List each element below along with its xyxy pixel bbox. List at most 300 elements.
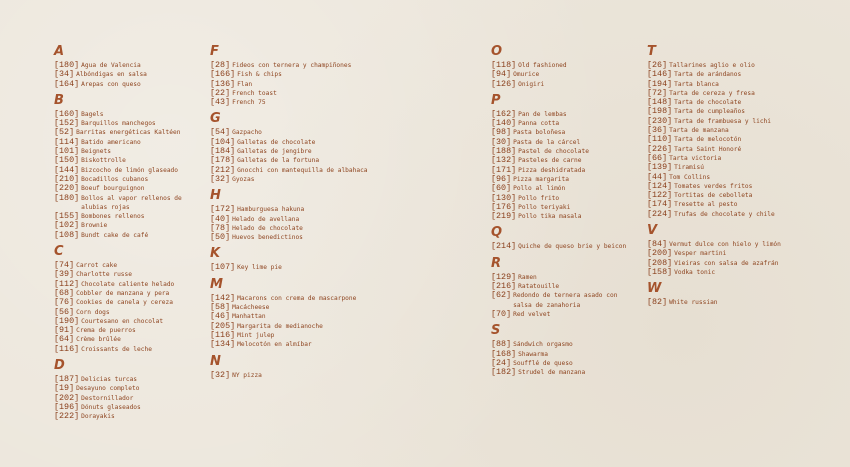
index-entry — [491, 175, 641, 184]
index-entry — [210, 303, 385, 312]
index-section-s — [491, 323, 641, 381]
page-number: [208] — [647, 257, 673, 268]
section-letter: R — [491, 255, 502, 271]
page-number: [132] — [491, 155, 517, 166]
index-section-g — [210, 111, 385, 188]
index-entry — [491, 310, 641, 319]
recipe-name: Tiramisú — [674, 164, 704, 172]
page-number: [172] — [210, 204, 236, 215]
recipe-name: Shawarma — [518, 350, 548, 358]
recipe-name: Pollo tika masala — [518, 213, 582, 221]
recipe-name: Panna cotta — [518, 120, 560, 128]
index-entry — [491, 119, 641, 128]
page-number: [28] — [210, 60, 231, 70]
index-entry — [210, 322, 385, 331]
index-column-3 — [491, 44, 641, 381]
page-number: [139] — [647, 162, 673, 173]
page-number: [98] — [491, 127, 512, 138]
index-section-d — [54, 358, 204, 425]
index-entry — [54, 119, 204, 128]
recipe-name: Ratatouille — [518, 283, 560, 291]
page-number: [196] — [54, 401, 80, 412]
page-number: [44] — [647, 171, 668, 182]
recipe-name: Croissants de leche — [81, 345, 152, 353]
page-number: [39] — [54, 269, 75, 280]
page-number: [216] — [491, 281, 517, 292]
page-number: [114] — [54, 136, 80, 147]
index-entry — [210, 312, 385, 321]
index-entry — [491, 166, 641, 175]
recipe-name: Pollo teriyaki — [518, 203, 571, 211]
recipe-name: Redondo de ternera asado con salsa de zanahoria — [513, 292, 618, 309]
recipe-name: Dónuts glaseados — [81, 403, 141, 411]
page-number: [148] — [647, 97, 673, 108]
page-number: [129] — [491, 271, 517, 282]
section-gap — [210, 380, 385, 384]
recipe-name: Tarta de frambuesa y lichi — [674, 117, 771, 125]
section-letter: V — [647, 223, 658, 239]
section-letter: B — [54, 92, 64, 108]
index-entry — [647, 80, 827, 89]
recipe-name: Tom Collins — [669, 173, 711, 181]
recipe-name: Destornillador — [81, 394, 134, 402]
page-number: [70] — [491, 308, 512, 319]
recipe-name: Tarta de cereza y fresa — [669, 89, 755, 97]
recipe-name: Tortitas de cebolleta — [674, 192, 753, 200]
page-number: [162] — [491, 108, 517, 119]
page-number: [19] — [54, 383, 75, 394]
page-number: [88] — [491, 339, 512, 350]
recipe-name: White russian — [669, 299, 718, 307]
page-number: [22] — [210, 87, 231, 98]
page-number: [110] — [647, 134, 673, 145]
recipe-name: Chocolate caliente helado — [81, 280, 175, 288]
page-number: [198] — [647, 106, 673, 117]
index-entry — [210, 89, 385, 98]
index-entry — [491, 61, 641, 70]
page-number: [30] — [491, 136, 512, 147]
index-section-a — [54, 44, 204, 93]
page-number: [34] — [54, 69, 75, 80]
section-letter: T — [647, 44, 656, 59]
index-entry — [647, 182, 827, 191]
recipe-name: Pasta boloñesa — [513, 129, 566, 137]
page-number: [136] — [210, 78, 236, 89]
index-section-p — [491, 93, 641, 226]
page-number: [52] — [54, 127, 75, 138]
recipe-name: Soufflé de queso — [513, 359, 573, 367]
index-entry — [210, 156, 385, 165]
page-number: [171] — [491, 164, 517, 175]
recipe-name: Pasteles de carne — [518, 157, 582, 165]
recipe-name: Corn dogs — [76, 308, 110, 316]
recipe-name: Pizza deshidratada — [518, 166, 586, 174]
index-entry — [54, 412, 204, 421]
recipe-name: Biskottrolle — [81, 157, 126, 165]
index-entry — [491, 282, 641, 291]
page-number: [164] — [54, 78, 80, 89]
index-entry — [647, 173, 827, 182]
index-entry — [647, 61, 827, 70]
page-number: [210] — [54, 173, 80, 184]
recipe-name: Barritas energéticas Kaltéen — [76, 129, 181, 137]
index-entry — [210, 80, 385, 89]
index-entry — [647, 117, 827, 126]
index-entry — [647, 298, 827, 307]
recipe-name: Onigiri — [518, 80, 545, 88]
index-entry — [54, 289, 204, 298]
page-number: [226] — [647, 143, 673, 154]
page-number: [122] — [647, 190, 673, 201]
index-entry — [210, 224, 385, 233]
recipe-name: Key lime pie — [237, 264, 282, 272]
page-number: [124] — [647, 180, 673, 191]
index-entry — [647, 145, 827, 154]
section-gap — [54, 422, 204, 426]
index-section-q — [491, 225, 641, 255]
page-number: [24] — [491, 357, 512, 368]
section-letter: K — [210, 246, 221, 262]
page-number: [230] — [647, 115, 673, 126]
section-letter: P — [491, 92, 501, 108]
recipe-name: Tarta victoria — [669, 154, 722, 162]
page-number: [96] — [491, 173, 512, 184]
recipe-name: Vermut dulce con hielo y limón — [669, 241, 781, 249]
page-number: [74] — [54, 260, 75, 271]
recipe-name: Pollo al limón — [513, 185, 566, 193]
page-number: [160] — [54, 108, 80, 119]
index-entry — [210, 233, 385, 242]
recipe-name: Pasta de la cárcel — [513, 138, 581, 146]
page-number: [64] — [54, 334, 75, 345]
page-number: [68] — [54, 287, 75, 298]
index-entry — [647, 126, 827, 135]
recipe-name: Macarons con crema de mascarpone — [237, 294, 357, 302]
section-letter: H — [210, 188, 221, 204]
recipe-name: French toast — [232, 89, 277, 97]
index-column-1 — [54, 44, 204, 426]
index-entry — [647, 70, 827, 79]
page-number: [54] — [210, 127, 231, 138]
page-number: [144] — [54, 164, 80, 175]
recipe-name: Bollos al vapor rellenos de alubias rojas — [81, 194, 182, 211]
index-entry — [54, 61, 204, 70]
recipe-name: Tomates verdes fritos — [674, 182, 753, 190]
index-entry — [491, 368, 641, 377]
page-number: [168] — [491, 348, 517, 359]
recipe-name: Tresette al pesto — [674, 201, 738, 209]
index-entry — [647, 268, 827, 277]
recipe-name: Gyozas — [232, 175, 255, 183]
page-number: [200] — [647, 248, 673, 259]
recipe-name: Delicias turcas — [81, 376, 138, 384]
index-entry — [210, 331, 385, 340]
index-entry — [491, 350, 641, 359]
page-number: [188] — [491, 146, 517, 157]
section-letter: O — [491, 44, 503, 59]
recipe-name: Cobbler de manzana y pera — [76, 289, 170, 297]
page-number: [40] — [210, 213, 231, 224]
page-number: [112] — [54, 278, 80, 289]
index-entry — [647, 89, 827, 98]
recipe-name: Batido americano — [81, 138, 141, 146]
recipe-name: Vodka tonic — [674, 268, 716, 276]
page-number: [140] — [491, 118, 517, 129]
index-entry — [54, 280, 204, 289]
index-entry — [210, 61, 385, 70]
recipe-name: Gazpacho — [232, 129, 262, 137]
index-entry — [210, 294, 385, 303]
page-number: [205] — [210, 320, 236, 331]
page-number: [180] — [54, 192, 80, 203]
section-letter: N — [210, 353, 221, 369]
recipe-name: Pizza margarita — [513, 175, 569, 183]
page-number: [118] — [491, 60, 517, 70]
page-number: [82] — [647, 297, 668, 308]
index-entry — [54, 326, 204, 335]
index-entry — [491, 291, 641, 310]
recipe-name: Tarta de arándanos — [674, 71, 742, 79]
index-entry — [647, 210, 827, 219]
index-entry — [210, 128, 385, 137]
index-entry — [647, 98, 827, 107]
index-entry — [210, 215, 385, 224]
page-number: [26] — [647, 60, 668, 70]
recipe-name: Barquillos manchegos — [81, 120, 156, 128]
index-entry — [647, 240, 827, 249]
page-number: [116] — [210, 329, 236, 340]
page-number: [78] — [210, 222, 231, 233]
page-number: [166] — [210, 69, 236, 80]
recipe-name: Dorayakis — [81, 413, 115, 421]
page-number: [84] — [647, 239, 668, 250]
page-number: [66] — [647, 152, 668, 163]
recipe-name: Cookies de canela y cereza — [76, 299, 173, 307]
recipe-name: Trufas de chocolate y chile — [674, 210, 775, 218]
page-number: [56] — [54, 306, 75, 317]
page-number: [194] — [647, 78, 673, 89]
recipe-name: Fish & chips — [237, 71, 282, 79]
section-letter: F — [210, 44, 219, 59]
recipe-name: Vesper martini — [674, 250, 727, 258]
index-entry — [54, 80, 204, 89]
page-number: [130] — [491, 192, 517, 203]
recipe-name: Helado de avellana — [232, 215, 300, 223]
index-section-c — [54, 244, 204, 358]
index-entry — [647, 135, 827, 144]
recipe-name: Brownie — [81, 222, 108, 230]
page-number: [174] — [647, 199, 673, 210]
recipe-name: Tarta de manzana — [669, 127, 729, 135]
index-entry — [491, 128, 641, 137]
index-entry — [647, 249, 827, 258]
index-entry — [647, 200, 827, 209]
recipe-name: Beignets — [81, 148, 111, 156]
index-entry — [54, 375, 204, 384]
section-letter: G — [210, 111, 221, 127]
page-number: [107] — [210, 262, 236, 273]
recipe-name: Bundt cake de café — [81, 231, 149, 239]
page-number: [126] — [491, 78, 517, 89]
recipe-name: Macácheese — [232, 304, 270, 312]
index-entry — [210, 263, 385, 272]
index-section-r — [491, 256, 641, 323]
page-number: [182] — [491, 367, 517, 378]
index-entry — [647, 107, 827, 116]
index-entry — [210, 175, 385, 184]
index-entry — [647, 191, 827, 200]
page-number: [60] — [491, 183, 512, 194]
recipe-name: Tarta de melocotón — [674, 136, 742, 144]
index-entry — [210, 166, 385, 175]
section-letter: S — [491, 323, 501, 339]
page-number: [212] — [210, 164, 236, 175]
recipe-name: Tarta blanca — [674, 80, 719, 88]
page-number: [150] — [54, 155, 80, 166]
recipe-name: Margarita de medianoche — [237, 322, 323, 330]
page-number: [158] — [647, 266, 673, 277]
page-number: [32] — [210, 369, 231, 380]
recipe-name: Galletas de jengibre — [237, 148, 312, 156]
section-letter: D — [54, 358, 65, 374]
recipe-name: Ramen — [518, 273, 537, 281]
index-section-n — [210, 354, 385, 384]
index-entry — [491, 242, 641, 251]
page-number: [176] — [491, 201, 517, 212]
section-letter: Q — [491, 225, 503, 241]
page-number: [202] — [54, 392, 80, 403]
page-number: [134] — [210, 339, 236, 350]
index-entry — [54, 194, 204, 213]
recipe-name: Strudel de manzana — [518, 369, 586, 377]
section-letter: M — [210, 276, 223, 292]
recipe-name: Pollo frito — [518, 194, 560, 202]
recipe-name: Hamburguesa hakuna — [237, 206, 305, 214]
index-section-f — [210, 44, 385, 111]
index-entry — [54, 261, 204, 270]
page-number: [222] — [54, 411, 80, 422]
index-entry — [210, 98, 385, 107]
recipe-name: Bombones rellenos — [81, 213, 145, 221]
page-number: [91] — [54, 325, 75, 336]
section-letter: W — [647, 281, 662, 297]
index-section-m — [210, 277, 385, 354]
recipe-name: French 75 — [232, 99, 266, 107]
page-number: [220] — [54, 183, 80, 194]
recipe-name: Tarta de chocolate — [674, 99, 742, 107]
index-entry — [647, 154, 827, 163]
recipe-name: Tarta Saint Honoré — [674, 145, 742, 153]
index-column-4 — [647, 44, 827, 312]
index-entry — [54, 231, 204, 240]
section-letter: C — [54, 244, 64, 260]
page-number: [187] — [54, 374, 80, 385]
page-number: [224] — [647, 208, 673, 219]
recipe-name: Bagels — [81, 110, 104, 118]
index-entry — [491, 80, 641, 89]
page-number: [46] — [210, 311, 231, 322]
index-entry — [210, 371, 385, 380]
page-number: [178] — [210, 155, 236, 166]
index-section-w — [647, 281, 827, 311]
recipe-name: Sándwich orgasmo — [513, 341, 573, 349]
page-number: [104] — [210, 136, 236, 147]
page-number: [219] — [491, 211, 517, 222]
recipe-name: Helado de chocolate — [232, 224, 303, 232]
recipe-name: Boeuf bourguignon — [81, 185, 145, 193]
page-number: [101] — [54, 146, 80, 157]
page-number: [108] — [54, 229, 80, 240]
recipe-name: NY pizza — [232, 371, 262, 379]
page-number: [146] — [647, 69, 673, 80]
page-number: [43] — [210, 97, 231, 108]
recipe-name: Pastel de chocolate — [518, 148, 589, 156]
page-number: [50] — [210, 232, 231, 243]
page-number: [36] — [647, 125, 668, 136]
index-entry — [210, 70, 385, 79]
index-entry — [210, 205, 385, 214]
recipe-name: Huevos benedictinos — [232, 234, 303, 242]
recipe-name: Omurice — [513, 71, 540, 79]
section-gap — [491, 377, 641, 381]
index-section-h — [210, 188, 385, 246]
index-entry — [491, 212, 641, 221]
recipe-name: Red velvet — [513, 310, 551, 318]
section-gap — [647, 308, 827, 312]
recipe-name: Manhattan — [232, 313, 266, 321]
page-number: [214] — [491, 241, 517, 252]
index-entry — [54, 317, 204, 326]
recipe-name: Crème brûlée — [76, 336, 121, 344]
recipe-name: Bocadillos cubanos — [81, 175, 149, 183]
page-number: [180] — [54, 60, 80, 70]
section-letter: A — [54, 44, 65, 59]
page-number: [72] — [647, 87, 668, 98]
recipe-name: Courtesano en chocolat — [81, 317, 164, 325]
recipe-name: Galletas de la fortuna — [237, 157, 320, 165]
recipe-name: Quiche de queso brie y beicon — [518, 243, 627, 251]
page-number: [62] — [491, 290, 512, 301]
index-section-k — [210, 246, 385, 276]
recipe-name: Crema de puerros — [76, 327, 136, 335]
recipe-name: Tallarines aglio e olio — [669, 62, 755, 69]
recipe-name: Mint julep — [237, 331, 275, 339]
recipe-name: Desayuno completo — [76, 385, 140, 393]
page-number: [32] — [210, 173, 231, 184]
recipe-name: Old fashioned — [518, 62, 567, 69]
recipe-name: Tarta de cumpleaños — [674, 108, 745, 116]
page-number: [58] — [210, 302, 231, 313]
index-section-t — [647, 44, 827, 223]
index-entry — [54, 298, 204, 307]
recipe-name: Albóndigas en salsa — [76, 71, 147, 79]
page-number: [76] — [54, 297, 75, 308]
index-entry — [210, 138, 385, 147]
page-number: [184] — [210, 146, 236, 157]
index-section-b — [54, 93, 204, 244]
recipe-name: Agua de Valencia — [81, 62, 141, 69]
recipe-name: Bizcocho de limón glaseado — [81, 166, 178, 174]
index-column-2 — [210, 44, 385, 384]
page-number: [116] — [54, 343, 80, 354]
page-number: [152] — [54, 118, 80, 129]
recipe-name: Arepas con queso — [81, 80, 141, 88]
index-entry — [647, 163, 827, 172]
recipe-name: Vieiras con salsa de azafrán — [674, 259, 779, 267]
page-number: [155] — [54, 211, 80, 222]
index-entry — [210, 340, 385, 349]
page-number: [94] — [491, 69, 512, 80]
